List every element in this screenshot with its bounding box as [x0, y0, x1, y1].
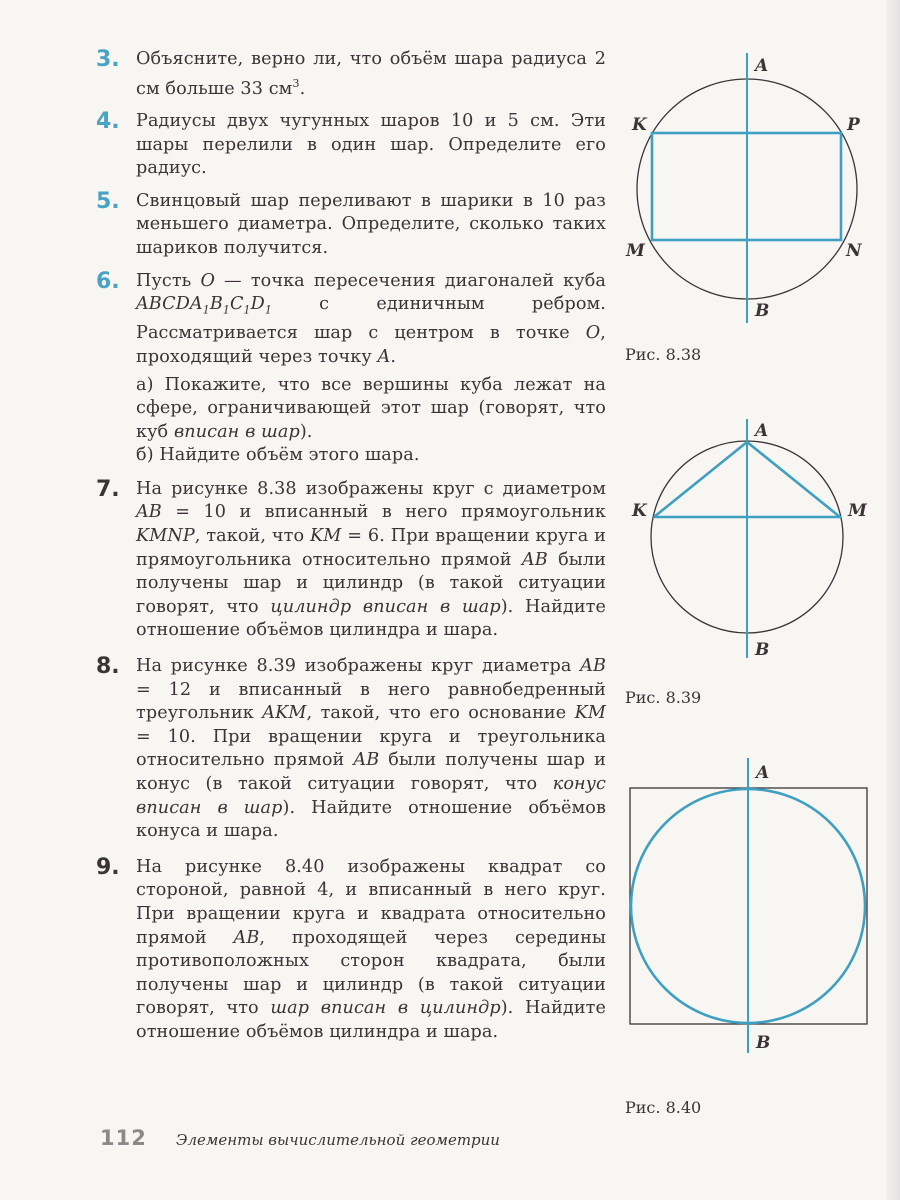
text-run: были получены шар и цилиндр (в такой ситуации говорят, что — [136, 549, 606, 617]
problem-number: 8. — [96, 654, 120, 680]
math-var: KM — [574, 703, 606, 724]
text-run: = 12 и вписанный в него равнобедренный треугольник — [136, 679, 606, 724]
problem-8 — [96, 655, 606, 844]
problem-number: 4. — [96, 109, 120, 135]
text-run: = 10 и вписанный в него прямоугольник — [161, 502, 606, 523]
math-var: C — [229, 294, 244, 315]
problem-7 — [96, 478, 606, 643]
text-run: с единичным ребром. Рассматривается шар с центром в точке — [136, 294, 606, 344]
figure-caption: Рис. 8.38 — [625, 345, 702, 364]
figure-caption: Рис. 8.40 — [625, 1098, 702, 1117]
math-var: O — [585, 323, 601, 344]
problem-number: 6. — [96, 268, 120, 294]
text-run: ). Найдите отношение объёмов цилиндра и шара. — [136, 596, 607, 641]
figure-8-39 — [610, 400, 900, 670]
problem-6 — [96, 270, 606, 468]
emphasis: цилиндр вписан в шар — [270, 596, 501, 617]
label-k: K — [632, 501, 647, 521]
subscript: 1 — [264, 303, 272, 317]
text-run: Пусть — [136, 270, 201, 291]
label-m: M — [626, 241, 645, 261]
text-run: . — [299, 78, 306, 99]
problem-text — [136, 48, 606, 101]
text-run: = 10. При вращении круга и треугольника относительно прямой — [136, 726, 606, 771]
text-run: , такой, что — [194, 526, 311, 547]
label-a: A — [755, 421, 769, 441]
label-n: N — [846, 241, 862, 261]
text-run: На рисунке 8.39 изображены круг диаметра — [136, 656, 581, 677]
text-run: ). Найдите отношение объёмов конуса и шара. — [136, 797, 606, 842]
subscript: 1 — [202, 303, 210, 317]
math-var: AB — [353, 750, 380, 771]
emphasis: конус вписан в шар — [136, 774, 606, 818]
label-b: B — [756, 1033, 771, 1053]
label-k: K — [632, 115, 647, 135]
problem-5 — [96, 190, 606, 261]
text-run: — точка пересечения диагоналей куба — [214, 270, 607, 291]
problem-9 — [96, 856, 606, 1045]
text-run: , проходящий через точку — [136, 323, 606, 367]
problem-text — [136, 655, 606, 844]
problem-text — [136, 270, 606, 468]
text-run: Свинцовый шар переливают в шарики в 10 раз меньшего диаметра. Определите, сколько таких шариков получится. — [136, 190, 606, 259]
math-cube — [136, 294, 272, 317]
text-run: , такой, что его основание — [306, 703, 575, 724]
text-run: а) Покажите, что все вершины куба лежат на сфере, ограничивающей этот шар (говорят, что куб — [136, 374, 606, 442]
text-run: . — [390, 346, 397, 367]
problem-text — [136, 478, 606, 643]
problem-number: 7. — [96, 476, 120, 502]
problem-text — [136, 110, 606, 181]
math-var: KMNP — [136, 526, 195, 547]
text-run: = 6. При вращении круга и прямоугольника относительно прямой — [136, 526, 606, 570]
emphasis: вписан в шар — [173, 421, 300, 442]
math-var: AB — [233, 927, 260, 948]
figure-8-38 — [610, 40, 900, 340]
text-run: Объясните, верно ли, что объём шара радиуса 2 см больше 33 см — [136, 49, 606, 99]
text-run: На рисунке 8.40 изображены квадрат со стороной, равной 4, и вписанный в него круг. При вращении круга и квадрата относительно прямой — [136, 856, 606, 948]
problem-number: 5. — [96, 188, 120, 214]
math-var: AB — [521, 549, 548, 570]
text-run: б) Найдите объём этого шара. — [136, 445, 420, 466]
page-number: 112 — [100, 1126, 147, 1150]
figure-8-40 — [610, 740, 900, 1080]
math-var: AB — [136, 502, 162, 523]
problem-number: 9. — [96, 854, 120, 880]
label-a: A — [755, 56, 769, 76]
text-run: ). Найдите отношение объёмов цилиндра и шара. — [136, 998, 607, 1042]
math-var: ABCDA — [136, 294, 203, 315]
text-run: , проходящей через середины противоположных сторон квадрата, были получены шар и цилиндр (в такой ситуации говорят, что — [136, 927, 606, 1019]
text-run: ). — [299, 421, 313, 442]
label-m: M — [848, 501, 867, 521]
problem-3 — [96, 48, 606, 101]
subscript: 1 — [243, 303, 251, 317]
math-var: B — [209, 294, 223, 315]
label-a: A — [756, 763, 770, 783]
problem-4 — [96, 110, 606, 181]
label-b: B — [755, 301, 770, 321]
emphasis: шар вписан в цилиндр — [270, 998, 501, 1019]
figure-caption: Рис. 8.39 — [625, 688, 702, 707]
text-run: Радиусы двух чугунных шаров 10 и 5 см. Эти шары перелили в один шар. Определите его радиус. — [136, 111, 606, 179]
math-var: AB — [580, 656, 606, 677]
math-var: KM — [310, 526, 342, 547]
subscript: 1 — [222, 303, 230, 317]
math-var: A — [377, 346, 391, 367]
page-footer — [100, 1126, 500, 1150]
running-title: Элементы вычислительной геометрии — [176, 1131, 500, 1149]
text-run: были получены шар и конус (в такой ситуации говорят, что — [136, 750, 606, 794]
problem-text — [136, 190, 606, 261]
math-var: D — [250, 294, 265, 315]
label-b: B — [755, 640, 770, 660]
math-var: AKM — [262, 703, 307, 724]
math-var: O — [200, 270, 215, 291]
problems-list — [96, 48, 606, 1054]
text-run: На рисунке 8.38 изображены круг с диаметром — [136, 478, 606, 499]
label-p: P — [847, 115, 860, 135]
problem-text — [136, 856, 606, 1045]
superscript: 3 — [292, 76, 300, 90]
problem-number: 3. — [96, 47, 120, 72]
